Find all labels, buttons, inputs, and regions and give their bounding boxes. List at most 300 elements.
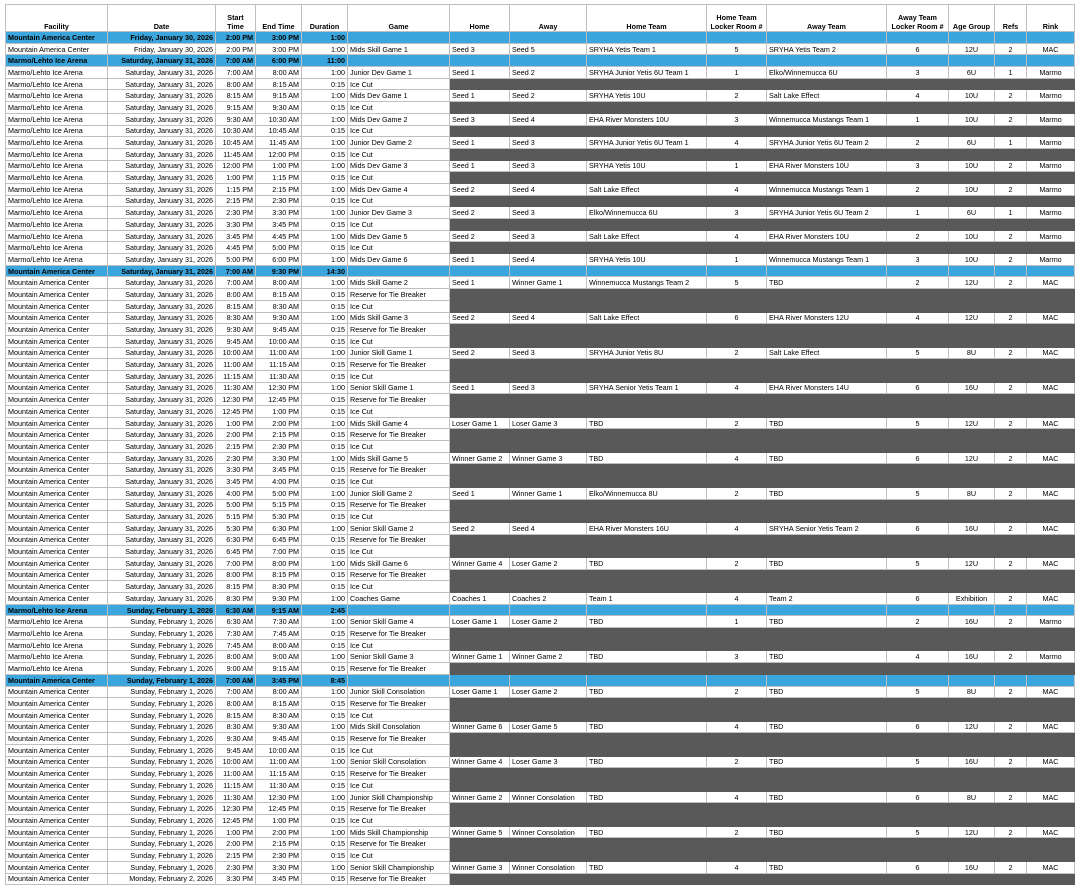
cell-away[interactable]: [510, 55, 587, 67]
cell-facility[interactable]: Marmo/Lehto Ice Arena: [6, 195, 108, 207]
cell-home-locker[interactable]: [707, 639, 767, 651]
cell-home[interactable]: Seed 2: [450, 183, 510, 195]
cell-game[interactable]: Reserve for Tie Breaker: [348, 534, 450, 546]
cell-home-team[interactable]: [587, 172, 707, 184]
cell-duration[interactable]: 1:00: [302, 557, 348, 569]
cell-date[interactable]: Sunday, February 1, 2026: [108, 709, 216, 721]
cell-rink[interactable]: [1027, 78, 1075, 90]
cell-away-team[interactable]: TBD: [767, 651, 887, 663]
cell-away-team[interactable]: [767, 546, 887, 558]
cell-date[interactable]: Saturday, January 31, 2026: [108, 429, 216, 441]
cell-facility[interactable]: Marmo/Lehto Ice Arena: [6, 172, 108, 184]
cell-duration[interactable]: 0:15: [302, 370, 348, 382]
cell-away-locker[interactable]: 1: [887, 207, 949, 219]
cell-away[interactable]: Seed 3: [510, 137, 587, 149]
cell-facility[interactable]: Marmo/Lehto Ice Arena: [6, 183, 108, 195]
cell-away-team[interactable]: Salt Lake Effect: [767, 90, 887, 102]
cell-away-team[interactable]: [767, 441, 887, 453]
cell-refs[interactable]: [995, 604, 1027, 616]
cell-away-locker[interactable]: [887, 604, 949, 616]
cell-duration[interactable]: 0:15: [302, 172, 348, 184]
cell-age-group[interactable]: 16U: [949, 616, 995, 628]
cell-end-time[interactable]: 3:45 PM: [256, 873, 302, 885]
cell-facility[interactable]: Marmo/Lehto Ice Arena: [6, 207, 108, 219]
cell-refs[interactable]: 2: [995, 721, 1027, 733]
cell-end-time[interactable]: 11:30 AM: [256, 370, 302, 382]
cell-start-time[interactable]: 1:00 PM: [216, 826, 256, 838]
cell-home[interactable]: [450, 125, 510, 137]
cell-home-team[interactable]: TBD: [587, 616, 707, 628]
cell-home-team[interactable]: SRYHA Yetis Team 1: [587, 43, 707, 55]
cell-away-team[interactable]: Winnemucca Mustangs Team 1: [767, 254, 887, 266]
cell-facility[interactable]: Mountain America Center: [6, 721, 108, 733]
cell-duration[interactable]: 0:15: [302, 335, 348, 347]
cell-away-locker[interactable]: [887, 406, 949, 418]
cell-home-locker[interactable]: [707, 429, 767, 441]
cell-end-time[interactable]: 1:00 PM: [256, 406, 302, 418]
cell-away[interactable]: Seed 4: [510, 522, 587, 534]
cell-away-locker[interactable]: 6: [887, 861, 949, 873]
cell-home-locker[interactable]: 1: [707, 67, 767, 79]
col-header-start-time[interactable]: Start Time: [216, 5, 256, 32]
cell-age-group[interactable]: [949, 803, 995, 815]
cell-game[interactable]: Ice Cut: [348, 780, 450, 792]
cell-away-team[interactable]: [767, 569, 887, 581]
cell-away-team[interactable]: [767, 581, 887, 593]
cell-home[interactable]: [450, 709, 510, 721]
cell-home-locker[interactable]: 2: [707, 347, 767, 359]
cell-away[interactable]: [510, 850, 587, 862]
cell-end-time[interactable]: 8:30 AM: [256, 709, 302, 721]
cell-date[interactable]: Sunday, February 1, 2026: [108, 604, 216, 616]
cell-away-team[interactable]: TBD: [767, 756, 887, 768]
cell-rink[interactable]: MAC: [1027, 382, 1075, 394]
cell-home-team[interactable]: SRYHA Senior Yetis Team 1: [587, 382, 707, 394]
cell-game[interactable]: Reserve for Tie Breaker: [348, 394, 450, 406]
cell-end-time[interactable]: 9:45 AM: [256, 733, 302, 745]
cell-duration[interactable]: 1:00: [302, 756, 348, 768]
cell-facility[interactable]: Mountain America Center: [6, 277, 108, 289]
cell-age-group[interactable]: [949, 476, 995, 488]
cell-away[interactable]: Loser Game 3: [510, 756, 587, 768]
cell-away-locker[interactable]: [887, 534, 949, 546]
cell-age-group[interactable]: 16U: [949, 756, 995, 768]
cell-age-group[interactable]: 12U: [949, 452, 995, 464]
cell-date[interactable]: Saturday, January 31, 2026: [108, 219, 216, 231]
cell-duration[interactable]: 1:00: [302, 230, 348, 242]
cell-home-locker[interactable]: [707, 604, 767, 616]
cell-start-time[interactable]: 8:00 AM: [216, 289, 256, 301]
cell-date[interactable]: Saturday, January 31, 2026: [108, 277, 216, 289]
cell-date[interactable]: Saturday, January 31, 2026: [108, 125, 216, 137]
cell-age-group[interactable]: [949, 546, 995, 558]
cell-home[interactable]: Loser Game 1: [450, 686, 510, 698]
cell-refs[interactable]: [995, 219, 1027, 231]
cell-away-team[interactable]: [767, 604, 887, 616]
cell-age-group[interactable]: [949, 639, 995, 651]
cell-rink[interactable]: [1027, 125, 1075, 137]
cell-away-team[interactable]: [767, 803, 887, 815]
cell-refs[interactable]: 2: [995, 230, 1027, 242]
cell-end-time[interactable]: 11:00 AM: [256, 756, 302, 768]
cell-refs[interactable]: 2: [995, 254, 1027, 266]
cell-end-time[interactable]: 1:00 PM: [256, 815, 302, 827]
cell-away-locker[interactable]: [887, 815, 949, 827]
cell-away-team[interactable]: [767, 406, 887, 418]
cell-game[interactable]: Reserve for Tie Breaker: [348, 803, 450, 815]
cell-home-locker[interactable]: 4: [707, 382, 767, 394]
cell-away[interactable]: Seed 3: [510, 230, 587, 242]
cell-rink[interactable]: [1027, 698, 1075, 710]
cell-away[interactable]: [510, 511, 587, 523]
cell-end-time[interactable]: 3:00 PM: [256, 32, 302, 44]
cell-start-time[interactable]: 4:45 PM: [216, 242, 256, 254]
cell-home-locker[interactable]: [707, 406, 767, 418]
cell-start-time[interactable]: 2:00 PM: [216, 32, 256, 44]
cell-refs[interactable]: [995, 32, 1027, 44]
cell-end-time[interactable]: 2:30 PM: [256, 850, 302, 862]
cell-home-locker[interactable]: 2: [707, 756, 767, 768]
cell-away-locker[interactable]: 5: [887, 756, 949, 768]
cell-rink[interactable]: MAC: [1027, 721, 1075, 733]
cell-game[interactable]: Reserve for Tie Breaker: [348, 569, 450, 581]
cell-age-group[interactable]: 12U: [949, 417, 995, 429]
cell-end-time[interactable]: 5:15 PM: [256, 499, 302, 511]
cell-away-locker[interactable]: [887, 768, 949, 780]
cell-away[interactable]: [510, 324, 587, 336]
cell-start-time[interactable]: 10:00 AM: [216, 347, 256, 359]
cell-away-locker[interactable]: 5: [887, 826, 949, 838]
cell-away-team[interactable]: [767, 744, 887, 756]
col-header-away-locker[interactable]: Away Team Locker Room #: [887, 5, 949, 32]
cell-start-time[interactable]: 9:30 AM: [216, 733, 256, 745]
cell-away-team[interactable]: [767, 359, 887, 371]
cell-date[interactable]: Saturday, January 31, 2026: [108, 67, 216, 79]
cell-rink[interactable]: Marmo: [1027, 207, 1075, 219]
cell-duration[interactable]: 1:00: [302, 861, 348, 873]
cell-home-team[interactable]: TBD: [587, 651, 707, 663]
cell-duration[interactable]: 0:15: [302, 324, 348, 336]
cell-rink[interactable]: [1027, 219, 1075, 231]
cell-age-group[interactable]: [949, 744, 995, 756]
cell-away-team[interactable]: [767, 464, 887, 476]
cell-end-time[interactable]: 12:30 PM: [256, 382, 302, 394]
cell-home-team[interactable]: [587, 78, 707, 90]
cell-home-locker[interactable]: [707, 125, 767, 137]
cell-game[interactable]: Ice Cut: [348, 219, 450, 231]
cell-duration[interactable]: 0:15: [302, 815, 348, 827]
cell-home[interactable]: [450, 324, 510, 336]
col-header-refs[interactable]: Refs: [995, 5, 1027, 32]
cell-away[interactable]: [510, 242, 587, 254]
cell-home[interactable]: [450, 289, 510, 301]
cell-home-team[interactable]: TBD: [587, 721, 707, 733]
cell-away-locker[interactable]: 2: [887, 277, 949, 289]
cell-rink[interactable]: [1027, 803, 1075, 815]
cell-home[interactable]: [450, 581, 510, 593]
cell-away-locker[interactable]: 5: [887, 417, 949, 429]
cell-away-locker[interactable]: [887, 172, 949, 184]
cell-age-group[interactable]: [949, 768, 995, 780]
cell-facility[interactable]: Mountain America Center: [6, 815, 108, 827]
cell-age-group[interactable]: [949, 242, 995, 254]
cell-home[interactable]: Winner Game 2: [450, 452, 510, 464]
cell-away[interactable]: [510, 546, 587, 558]
cell-date[interactable]: Saturday, January 31, 2026: [108, 160, 216, 172]
cell-away-locker[interactable]: 2: [887, 137, 949, 149]
cell-age-group[interactable]: 10U: [949, 90, 995, 102]
cell-home[interactable]: Seed 1: [450, 487, 510, 499]
cell-home[interactable]: [450, 780, 510, 792]
cell-start-time[interactable]: 3:30 PM: [216, 873, 256, 885]
cell-home-locker[interactable]: 2: [707, 826, 767, 838]
cell-end-time[interactable]: 4:45 PM: [256, 230, 302, 242]
cell-refs[interactable]: [995, 242, 1027, 254]
cell-home[interactable]: Seed 1: [450, 160, 510, 172]
cell-home[interactable]: Seed 1: [450, 67, 510, 79]
cell-rink[interactable]: [1027, 604, 1075, 616]
cell-age-group[interactable]: [949, 195, 995, 207]
cell-age-group[interactable]: [949, 674, 995, 686]
cell-facility[interactable]: Mountain America Center: [6, 791, 108, 803]
cell-start-time[interactable]: 9:45 AM: [216, 744, 256, 756]
cell-rink[interactable]: MAC: [1027, 417, 1075, 429]
cell-home[interactable]: [450, 429, 510, 441]
cell-age-group[interactable]: 12U: [949, 721, 995, 733]
cell-facility[interactable]: Marmo/Lehto Ice Arena: [6, 663, 108, 675]
cell-date[interactable]: Friday, January 30, 2026: [108, 43, 216, 55]
cell-home-locker[interactable]: 2: [707, 417, 767, 429]
cell-refs[interactable]: [995, 335, 1027, 347]
cell-duration[interactable]: 0:15: [302, 803, 348, 815]
cell-rink[interactable]: [1027, 674, 1075, 686]
cell-home-locker[interactable]: [707, 733, 767, 745]
cell-facility[interactable]: Mountain America Center: [6, 406, 108, 418]
cell-home-locker[interactable]: 2: [707, 557, 767, 569]
cell-home-locker[interactable]: [707, 780, 767, 792]
cell-start-time[interactable]: 3:45 PM: [216, 476, 256, 488]
cell-end-time[interactable]: 8:00 AM: [256, 639, 302, 651]
cell-rink[interactable]: Marmo: [1027, 90, 1075, 102]
cell-refs[interactable]: [995, 370, 1027, 382]
cell-home-team[interactable]: TBD: [587, 861, 707, 873]
cell-home[interactable]: Winner Game 4: [450, 557, 510, 569]
cell-refs[interactable]: [995, 803, 1027, 815]
cell-away[interactable]: Winner Game 3: [510, 452, 587, 464]
cell-away-locker[interactable]: [887, 78, 949, 90]
cell-refs[interactable]: [995, 534, 1027, 546]
cell-end-time[interactable]: 9:15 AM: [256, 663, 302, 675]
cell-home-team[interactable]: [587, 768, 707, 780]
cell-away-locker[interactable]: 6: [887, 791, 949, 803]
cell-start-time[interactable]: 5:30 PM: [216, 522, 256, 534]
cell-refs[interactable]: [995, 499, 1027, 511]
cell-age-group[interactable]: [949, 709, 995, 721]
cell-age-group[interactable]: Exhibition: [949, 593, 995, 605]
cell-refs[interactable]: [995, 768, 1027, 780]
cell-facility[interactable]: Mountain America Center: [6, 569, 108, 581]
cell-facility[interactable]: Mountain America Center: [6, 826, 108, 838]
cell-home-locker[interactable]: [707, 441, 767, 453]
cell-start-time[interactable]: 8:15 AM: [216, 90, 256, 102]
cell-away[interactable]: Seed 4: [510, 254, 587, 266]
cell-home-locker[interactable]: 2: [707, 487, 767, 499]
cell-date[interactable]: Saturday, January 31, 2026: [108, 394, 216, 406]
cell-date[interactable]: Saturday, January 31, 2026: [108, 406, 216, 418]
cell-away[interactable]: [510, 709, 587, 721]
cell-start-time[interactable]: 9:15 AM: [216, 102, 256, 114]
cell-duration[interactable]: 1:00: [302, 721, 348, 733]
cell-game[interactable]: Junior Skill Game 2: [348, 487, 450, 499]
cell-end-time[interactable]: 4:00 PM: [256, 476, 302, 488]
cell-refs[interactable]: [995, 265, 1027, 277]
cell-away-locker[interactable]: [887, 663, 949, 675]
cell-end-time[interactable]: 8:00 PM: [256, 557, 302, 569]
cell-facility[interactable]: Mountain America Center: [6, 557, 108, 569]
cell-age-group[interactable]: [949, 628, 995, 640]
cell-home[interactable]: Winner Game 1: [450, 651, 510, 663]
cell-away[interactable]: [510, 406, 587, 418]
cell-facility[interactable]: Mountain America Center: [6, 335, 108, 347]
cell-away-locker[interactable]: 4: [887, 651, 949, 663]
cell-away-team[interactable]: EHA River Monsters 10U: [767, 230, 887, 242]
cell-refs[interactable]: [995, 289, 1027, 301]
cell-age-group[interactable]: [949, 873, 995, 885]
cell-away-team[interactable]: [767, 78, 887, 90]
cell-rink[interactable]: [1027, 300, 1075, 312]
cell-away[interactable]: [510, 698, 587, 710]
cell-facility[interactable]: Marmo/Lehto Ice Arena: [6, 113, 108, 125]
cell-away[interactable]: Seed 5: [510, 43, 587, 55]
cell-away[interactable]: Loser Game 5: [510, 721, 587, 733]
cell-start-time[interactable]: 8:30 AM: [216, 312, 256, 324]
cell-duration[interactable]: 0:15: [302, 569, 348, 581]
cell-home-locker[interactable]: [707, 289, 767, 301]
cell-home[interactable]: [450, 148, 510, 160]
cell-home-team[interactable]: [587, 394, 707, 406]
cell-game[interactable]: Reserve for Tie Breaker: [348, 733, 450, 745]
cell-age-group[interactable]: 6U: [949, 207, 995, 219]
cell-game[interactable]: Ice Cut: [348, 370, 450, 382]
cell-home-locker[interactable]: [707, 300, 767, 312]
cell-end-time[interactable]: 11:00 AM: [256, 347, 302, 359]
cell-age-group[interactable]: [949, 464, 995, 476]
cell-end-time[interactable]: 8:15 AM: [256, 78, 302, 90]
cell-duration[interactable]: 0:15: [302, 733, 348, 745]
cell-refs[interactable]: [995, 429, 1027, 441]
cell-facility[interactable]: Mountain America Center: [6, 686, 108, 698]
cell-away[interactable]: [510, 663, 587, 675]
cell-facility[interactable]: Mountain America Center: [6, 359, 108, 371]
cell-duration[interactable]: 0:15: [302, 289, 348, 301]
cell-home-team[interactable]: Salt Lake Effect: [587, 312, 707, 324]
cell-home[interactable]: Seed 2: [450, 347, 510, 359]
cell-away-locker[interactable]: [887, 394, 949, 406]
cell-home[interactable]: Winner Game 3: [450, 861, 510, 873]
cell-duration[interactable]: 0:15: [302, 219, 348, 231]
cell-age-group[interactable]: [949, 815, 995, 827]
cell-away-locker[interactable]: 2: [887, 616, 949, 628]
cell-age-group[interactable]: [949, 324, 995, 336]
cell-start-time[interactable]: 12:45 PM: [216, 406, 256, 418]
cell-duration[interactable]: 0:15: [302, 394, 348, 406]
cell-duration[interactable]: 0:15: [302, 242, 348, 254]
cell-away-team[interactable]: SRYHA Junior Yetis 6U Team 2: [767, 207, 887, 219]
cell-age-group[interactable]: [949, 604, 995, 616]
cell-home-team[interactable]: Elko/Winnemucca 6U: [587, 207, 707, 219]
cell-home[interactable]: Seed 1: [450, 277, 510, 289]
cell-age-group[interactable]: 12U: [949, 277, 995, 289]
cell-end-time[interactable]: 12:30 PM: [256, 791, 302, 803]
cell-home-team[interactable]: SRYHA Junior Yetis 6U Team 1: [587, 137, 707, 149]
cell-game[interactable]: Ice Cut: [348, 581, 450, 593]
cell-end-time[interactable]: 8:15 AM: [256, 289, 302, 301]
cell-refs[interactable]: 2: [995, 277, 1027, 289]
cell-home[interactable]: [450, 78, 510, 90]
cell-home-team[interactable]: [587, 709, 707, 721]
cell-away-team[interactable]: [767, 628, 887, 640]
cell-start-time[interactable]: 9:30 AM: [216, 113, 256, 125]
cell-home-team[interactable]: [587, 815, 707, 827]
cell-age-group[interactable]: [949, 511, 995, 523]
cell-away-team[interactable]: [767, 709, 887, 721]
cell-date[interactable]: Saturday, January 31, 2026: [108, 242, 216, 254]
cell-away[interactable]: Winner Consolation: [510, 826, 587, 838]
cell-home-locker[interactable]: [707, 78, 767, 90]
cell-date[interactable]: Saturday, January 31, 2026: [108, 289, 216, 301]
cell-date[interactable]: Saturday, January 31, 2026: [108, 347, 216, 359]
cell-end-time[interactable]: 5:00 PM: [256, 242, 302, 254]
cell-facility[interactable]: Mountain America Center: [6, 593, 108, 605]
cell-away-team[interactable]: Elko/Winnemucca 6U: [767, 67, 887, 79]
cell-away-locker[interactable]: 6: [887, 43, 949, 55]
cell-start-time[interactable]: 7:00 PM: [216, 557, 256, 569]
cell-start-time[interactable]: 7:30 AM: [216, 628, 256, 640]
col-header-date[interactable]: Date: [108, 5, 216, 32]
cell-game[interactable]: Senior Skill Game 1: [348, 382, 450, 394]
cell-game[interactable]: Reserve for Tie Breaker: [348, 324, 450, 336]
cell-away-team[interactable]: [767, 476, 887, 488]
cell-end-time[interactable]: 10:30 AM: [256, 113, 302, 125]
cell-age-group[interactable]: 12U: [949, 312, 995, 324]
cell-facility[interactable]: Mountain America Center: [6, 300, 108, 312]
cell-home-team[interactable]: SRYHA Yetis 10U: [587, 254, 707, 266]
cell-end-time[interactable]: 3:30 PM: [256, 452, 302, 464]
cell-home-locker[interactable]: [707, 219, 767, 231]
cell-rink[interactable]: [1027, 581, 1075, 593]
cell-away-team[interactable]: [767, 698, 887, 710]
cell-start-time[interactable]: 8:15 AM: [216, 300, 256, 312]
cell-facility[interactable]: Mountain America Center: [6, 522, 108, 534]
cell-date[interactable]: Sunday, February 1, 2026: [108, 780, 216, 792]
cell-start-time[interactable]: 8:00 AM: [216, 698, 256, 710]
cell-facility[interactable]: Mountain America Center: [6, 803, 108, 815]
cell-away[interactable]: Loser Game 2: [510, 686, 587, 698]
cell-game[interactable]: Reserve for Tie Breaker: [348, 873, 450, 885]
cell-away-team[interactable]: [767, 873, 887, 885]
cell-away[interactable]: [510, 125, 587, 137]
cell-game[interactable]: Mids Skill Consolation: [348, 721, 450, 733]
cell-end-time[interactable]: 8:30 PM: [256, 581, 302, 593]
cell-rink[interactable]: [1027, 639, 1075, 651]
cell-home-locker[interactable]: [707, 663, 767, 675]
cell-start-time[interactable]: 8:00 AM: [216, 651, 256, 663]
cell-refs[interactable]: [995, 815, 1027, 827]
cell-home-team[interactable]: Salt Lake Effect: [587, 183, 707, 195]
cell-age-group[interactable]: 16U: [949, 651, 995, 663]
cell-away-locker[interactable]: [887, 429, 949, 441]
cell-duration[interactable]: 0:15: [302, 628, 348, 640]
